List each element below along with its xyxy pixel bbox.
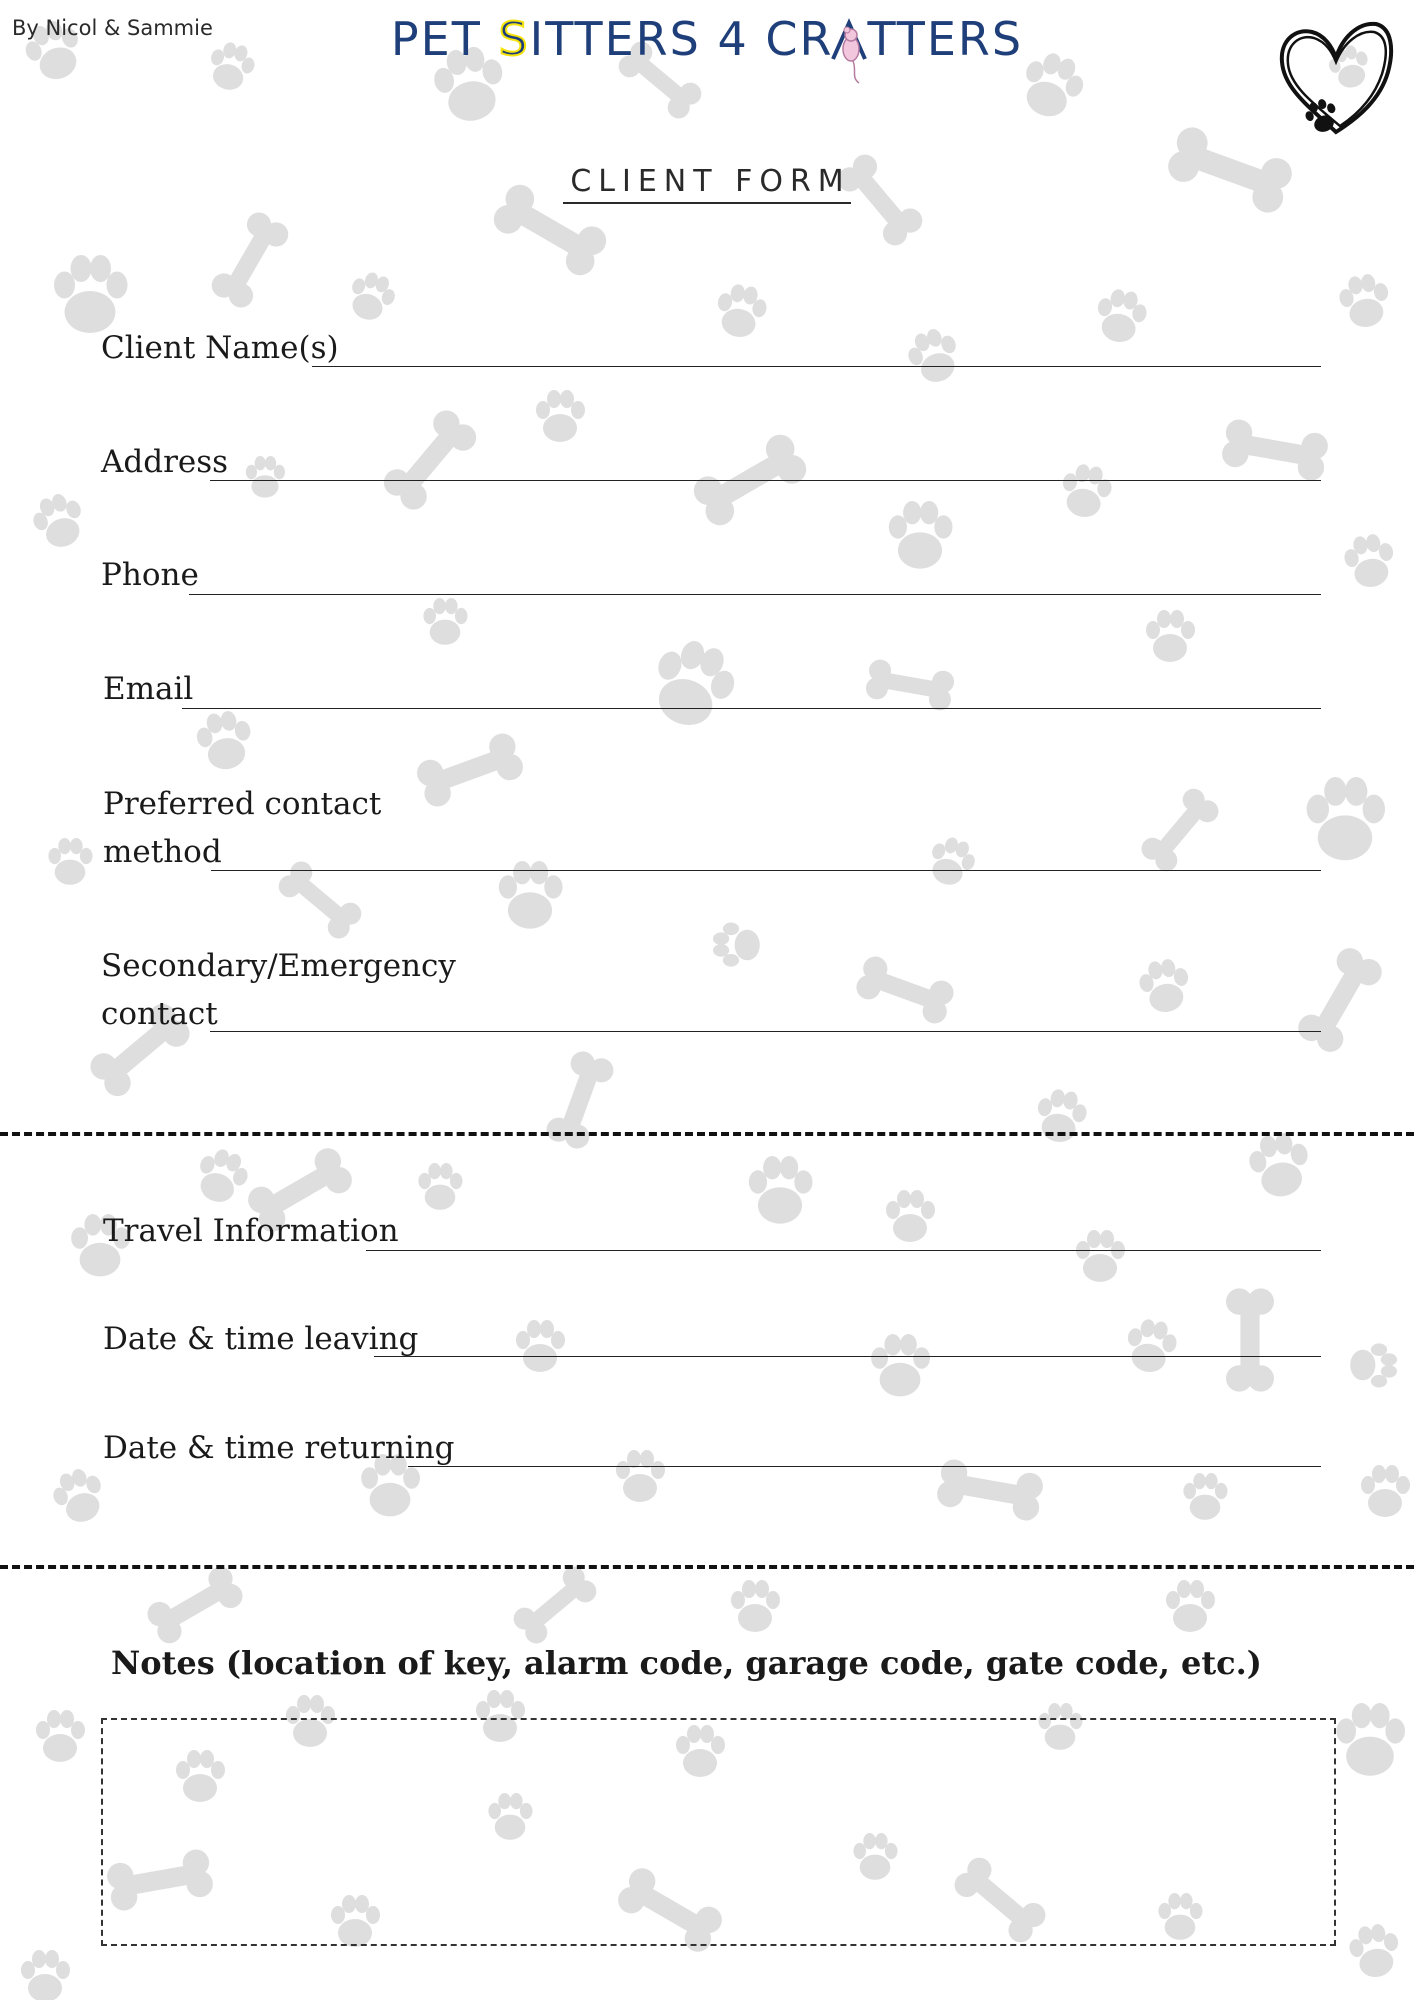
section-divider bbox=[0, 1132, 1414, 1136]
address-field[interactable] bbox=[210, 480, 1321, 481]
preferred-contact-label-line2: method bbox=[103, 834, 222, 870]
client-name-field[interactable] bbox=[312, 366, 1321, 367]
brand-wordmark bbox=[0, 12, 1414, 66]
returning-field[interactable] bbox=[408, 1466, 1321, 1467]
travel-info-input[interactable] bbox=[366, 1212, 1321, 1248]
form-title: CLIENT FORM bbox=[0, 164, 1414, 199]
byline: By Nicol & Sammie bbox=[12, 16, 213, 40]
email-label: Email bbox=[103, 671, 194, 707]
email-input[interactable] bbox=[182, 670, 1321, 706]
emergency-contact-label-line1: Secondary/Emergency bbox=[101, 948, 456, 984]
returning-input[interactable] bbox=[408, 1428, 1321, 1464]
travel-info-label: Travel Information bbox=[103, 1213, 399, 1249]
preferred-contact-field[interactable] bbox=[211, 870, 1321, 871]
leaving-input[interactable] bbox=[374, 1318, 1321, 1354]
preferred-contact-label-line1: Preferred contact bbox=[103, 786, 382, 822]
preferred-contact-input[interactable] bbox=[211, 832, 1321, 868]
brand-text-s: S bbox=[498, 12, 530, 66]
brand-text-part3: TTERS bbox=[867, 12, 1024, 66]
emergency-contact-input[interactable] bbox=[210, 993, 1321, 1029]
phone-field[interactable] bbox=[189, 594, 1321, 595]
emergency-contact-label-line2: contact bbox=[101, 996, 218, 1032]
notes-textarea[interactable] bbox=[103, 1720, 1334, 1944]
leaving-label: Date & time leaving bbox=[103, 1321, 419, 1357]
client-name-label: Client Name(s) bbox=[101, 330, 339, 366]
travel-info-field[interactable] bbox=[366, 1250, 1321, 1251]
notes-box[interactable] bbox=[101, 1718, 1336, 1946]
phone-input[interactable] bbox=[189, 556, 1321, 592]
client-name-input[interactable] bbox=[312, 328, 1321, 364]
brand-text-part2: ITTERS 4 CR bbox=[529, 12, 834, 66]
address-input[interactable] bbox=[210, 442, 1321, 478]
notes-heading: Notes (location of key, alarm code, garage code, gate code, etc.) bbox=[111, 1644, 1262, 1682]
email-field[interactable] bbox=[182, 708, 1321, 709]
section-divider bbox=[0, 1565, 1414, 1569]
phone-label: Phone bbox=[101, 557, 199, 593]
address-label: Address bbox=[101, 444, 229, 480]
leaving-field[interactable] bbox=[374, 1356, 1321, 1357]
emergency-contact-field[interactable] bbox=[210, 1031, 1321, 1032]
heart-paw-icon bbox=[1278, 14, 1396, 150]
brand-text-part1: PET bbox=[390, 12, 499, 66]
returning-label: Date & time returning bbox=[103, 1430, 455, 1466]
